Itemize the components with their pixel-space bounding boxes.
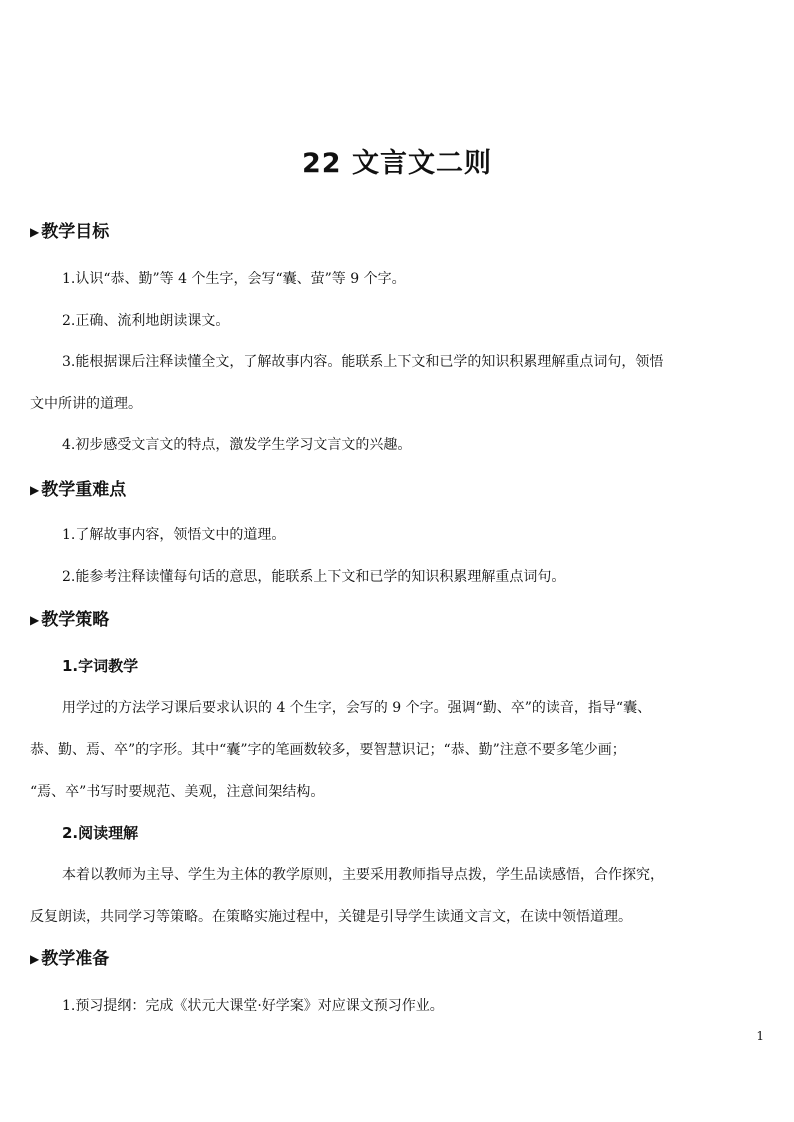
paragraph-line: 恭、勤、焉、卒”的字形。其中“囊”字的笔画数较多，要智慧识记；“恭、勤”注意不要多笔少画；: [30, 742, 626, 758]
key-point-item: 2.能参考注释读懂每句话的意思，能联系上下文和已学的知识积累理解重点词句。: [62, 569, 566, 585]
paragraph-line: “焉、卒”书写时要规范、美观，注意间架结构。: [30, 784, 325, 800]
paragraph-line: 本着以教师为主导、学生为主体的教学原则，主要采用教师指导点拨，学生品读感悟，合作探究，: [62, 867, 664, 883]
section-heading-goals: [30, 220, 109, 245]
section-heading-preparation: [30, 947, 109, 972]
goal-item: 2.正确、流利地朗读课文。: [62, 313, 230, 329]
goal-item-continuation: 文中所讲的道理。: [30, 396, 142, 412]
triangle-bullet-icon: ▶: [30, 952, 40, 966]
triangle-bullet-icon: ▶: [30, 613, 40, 627]
section-heading-text: 教学策略: [41, 610, 110, 630]
goal-item: 1.认识“恭、勤”等 4 个生字，会写“囊、萤”等 9 个字。: [62, 271, 406, 287]
section-heading-text: 教学准备: [41, 949, 110, 969]
key-point-item: 1.了解故事内容，领悟文中的道理。: [62, 527, 286, 543]
triangle-bullet-icon: ▶: [30, 225, 40, 239]
page-number: 1: [756, 1029, 764, 1043]
triangle-bullet-icon: ▶: [30, 483, 40, 497]
subsection-heading-reading: 2.阅读理解: [62, 824, 139, 842]
goal-item: 3.能根据课后注释读懂全文，了解故事内容。能联系上下文和已学的知识积累理解重点词句，领悟: [62, 354, 664, 370]
subsection-heading-vocabulary: 1.字词教学: [62, 657, 139, 675]
preparation-item: 1.预习提纲：完成《状元大课堂·好学案》对应课文预习作业。: [62, 998, 444, 1014]
section-heading-key-points: [30, 478, 126, 503]
paragraph-line: 用学过的方法学习课后要求认识的 4 个生字，会写的 9 个字。强调“勤、卒”的读音，指导“囊、: [62, 700, 652, 716]
document-title: 22 文言文二则: [302, 148, 492, 179]
goal-item: 4.初步感受文言文的特点，激发学生学习文言文的兴趣。: [62, 437, 412, 453]
section-heading-strategy: [30, 608, 109, 633]
paragraph-line: 反复朗读，共同学习等策略。在策略实施过程中，关键是引导学生读通文言文，在读中领悟道理。: [30, 909, 632, 925]
section-heading-text: 教学重难点: [41, 480, 127, 500]
section-heading-text: 教学目标: [41, 222, 110, 242]
